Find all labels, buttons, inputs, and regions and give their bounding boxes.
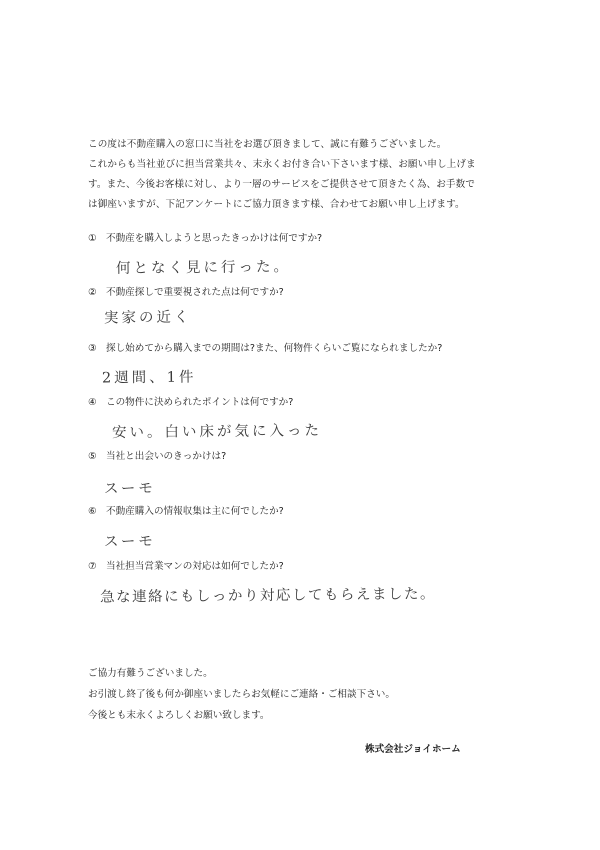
intro-line: これからも当社並びに担当営業共々、末永くお付き合い下さいます様、お願い申し上げま	[88, 159, 476, 170]
question-6	[88, 503, 284, 517]
question-text: この物件に決められたポイントは何ですか?	[106, 397, 294, 408]
question-number: ⑥	[88, 506, 97, 517]
question-number: ①	[88, 233, 97, 244]
question-number: ④	[88, 397, 97, 408]
intro-line: この度は不動産購入の窓口に当社をお選び頂きまして、誠に有難うございました。	[88, 139, 447, 150]
question-2	[88, 284, 284, 298]
handwritten-answer-3: 2週間、1件	[101, 369, 197, 387]
question-number: ⑦	[88, 561, 97, 572]
intro-paragraph	[88, 135, 518, 215]
question-number: ②	[88, 287, 97, 298]
question-text: 不動産探しで重要視された点は何ですか?	[106, 287, 284, 298]
question-4	[88, 394, 293, 408]
closing-line: お引渡し終了後も何か御座いましたらお気軽にご連絡・ご相談下さい。	[88, 689, 395, 700]
question-text: 探し始めてから購入までの期間は?また、何物件くらいご覧になられましたか?	[106, 343, 443, 354]
question-number: ③	[88, 343, 97, 354]
question-text: 不動産を購入しようと思ったきっかけは何ですか?	[106, 233, 323, 244]
intro-line: す。また、今後お客様に対し、より一層のサービスをご提供させて頂きたく為、お手数で	[88, 179, 475, 190]
handwritten-answer-7: 急な連絡にもしっかり対応してもらえました。	[99, 586, 437, 606]
question-text: 当社と出会いのきっかけは?	[106, 451, 227, 462]
intro-line: は御座いますが、下記アンケートにご協力頂きます様、合わせてお願い申し上げます。	[88, 199, 465, 210]
handwritten-answer-5: スーモ	[103, 480, 156, 498]
handwritten-answer-4: 安い。白い床が気に入った	[111, 422, 323, 442]
question-text: 当社担当営業マンの対応は如何でしたか?	[106, 561, 284, 572]
closing-paragraph	[88, 663, 518, 726]
closing-line: ご協力有難うございました。	[88, 668, 213, 679]
question-7	[88, 558, 284, 572]
handwritten-answer-6: スーモ	[103, 533, 156, 551]
question-text: 不動産購入の情報収集は主に何でしたか?	[106, 506, 284, 517]
company-name: 株式会社ジョイホーム	[365, 744, 461, 755]
closing-line: 今後とも末永くよろしくお願い致します。	[88, 710, 270, 721]
question-number: ⑤	[88, 451, 97, 462]
question-5	[88, 448, 226, 462]
question-3	[88, 340, 442, 354]
handwritten-answer-1: 何となく見に行った。	[115, 259, 292, 277]
question-1	[88, 230, 322, 244]
handwritten-answer-2: 実家の近く	[103, 309, 192, 327]
